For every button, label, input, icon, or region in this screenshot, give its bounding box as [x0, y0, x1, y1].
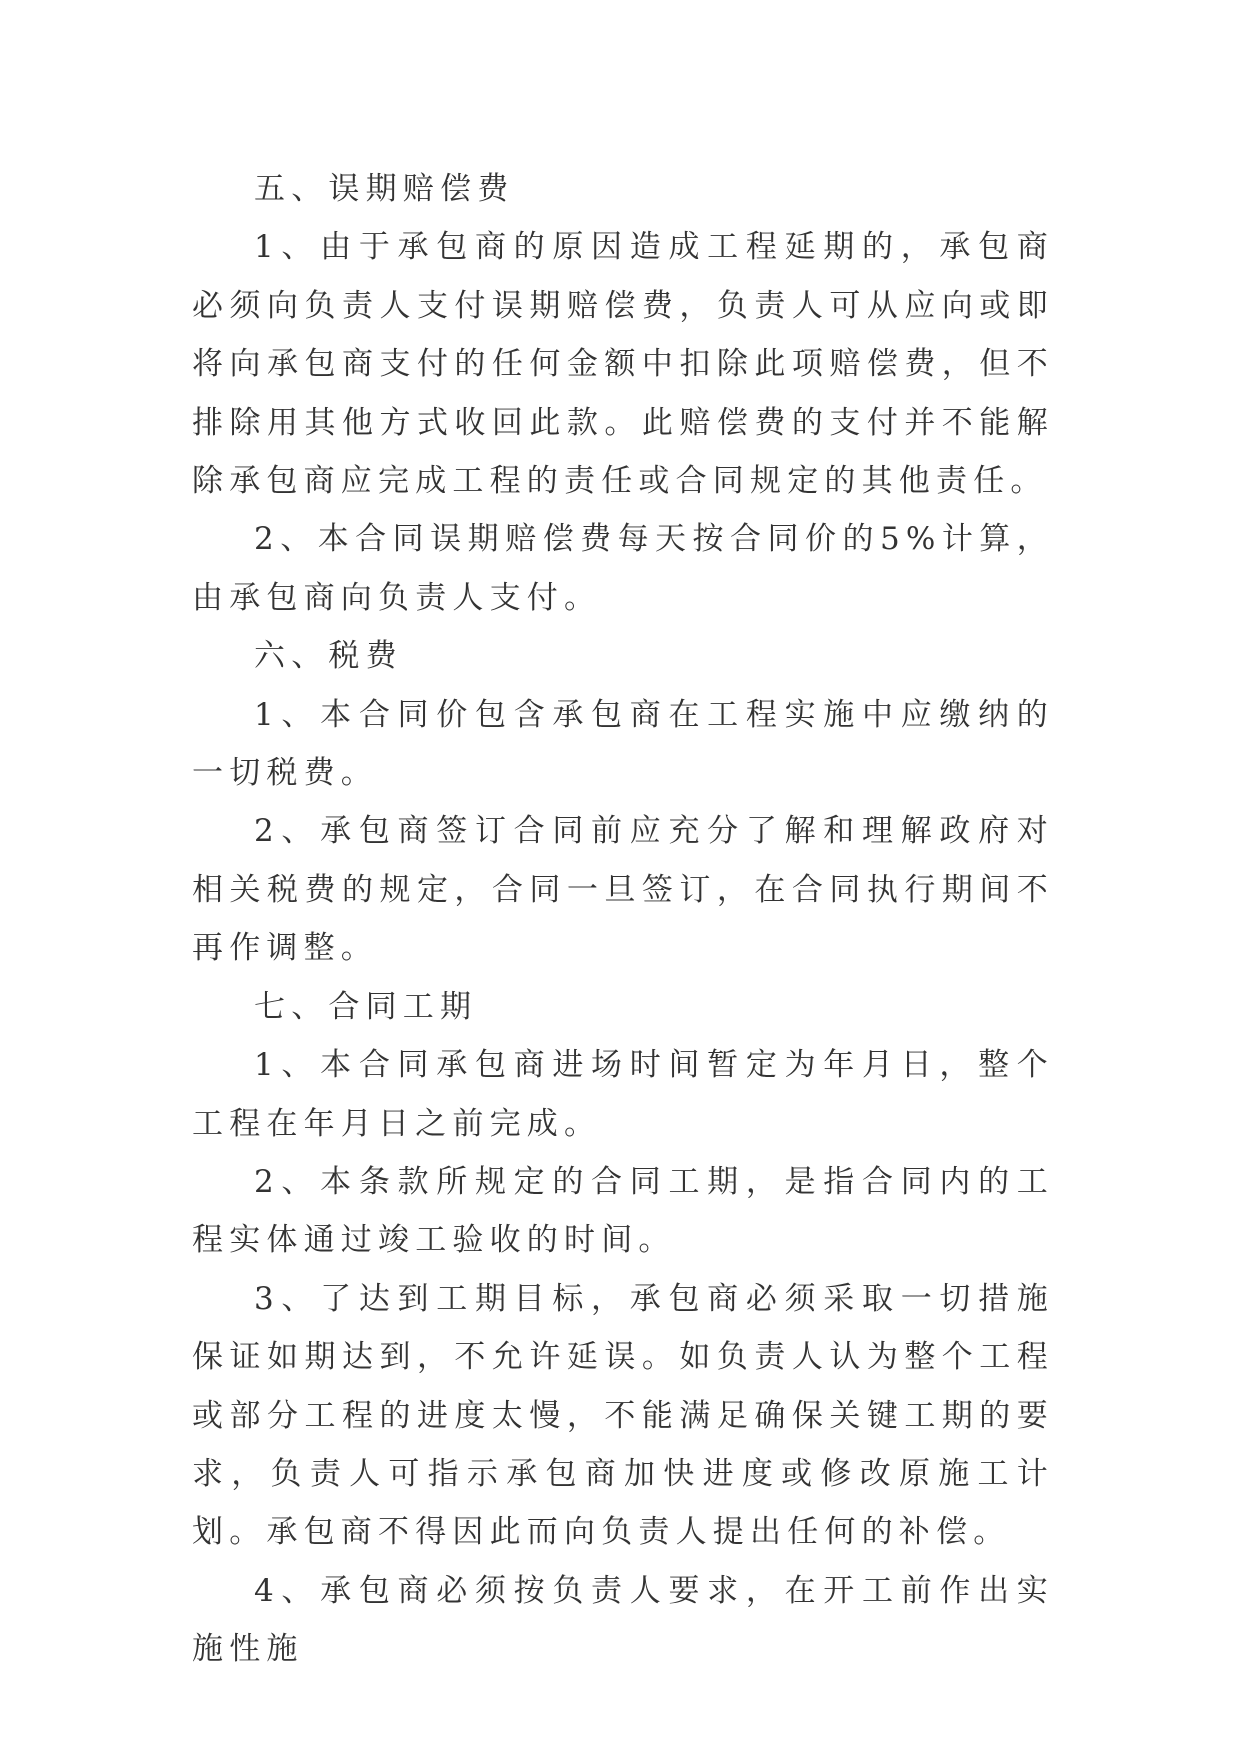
section-heading-5: 五、误期赔偿费: [254, 171, 515, 207]
section-7-clause-2: 2、本条款所规定的合同工期，是指合同内的工程实体通过竣工验收的时间。: [192, 1163, 1054, 1259]
section-5-clause-1: 1、由于承包商的原因造成工程延期的，承包商必须向负责人支付误期赔偿费，负责人可从应向或即将向承包商支付的任何金额中扣除此项赔偿费，但不排除用其他方式收回此款。此赔偿费的支付并不能解除承包商应完成工程的责任或合同规定的其他责任。: [192, 229, 1054, 500]
section-6-clause-1: 1、本合同价包含承包商在工程实施中应缴纳的一切税费。: [192, 696, 1054, 792]
section-5-clause-2: 2、本合同误期赔偿费每天按合同价的5%计算，由承包商向负责人支付。: [192, 521, 1054, 616]
section-6-clause-2: 2、承包商签订合同前应充分了解和理解政府对相关税费的规定，合同一旦签订，在合同执行期间不再作调整。: [192, 813, 1054, 967]
section-7-clause-4: 4、承包商必须按负责人要求，在开工前作出实施性施: [192, 1572, 1054, 1668]
section-7-clause-1: 1、本合同承包商进场时间暂定为年月日，整个工程在年月日之前完成。: [192, 1047, 1054, 1142]
section-7-clause-3: 3、了达到工期目标，承包商必须采取一切措施保证如期达到，不允许延误。如负责人认为整个工程或部分工程的进度太慢，不能满足确保关键工期的要求，负责人可指示承包商加快进度或修改原施工计划。承包商不得因此而向负责人提出任何的补偿。: [192, 1280, 1054, 1551]
section-heading-6: 六、税费: [254, 638, 403, 675]
section-heading-7: 七、合同工期: [254, 988, 478, 1025]
document-page: [192, 160, 1054, 1679]
